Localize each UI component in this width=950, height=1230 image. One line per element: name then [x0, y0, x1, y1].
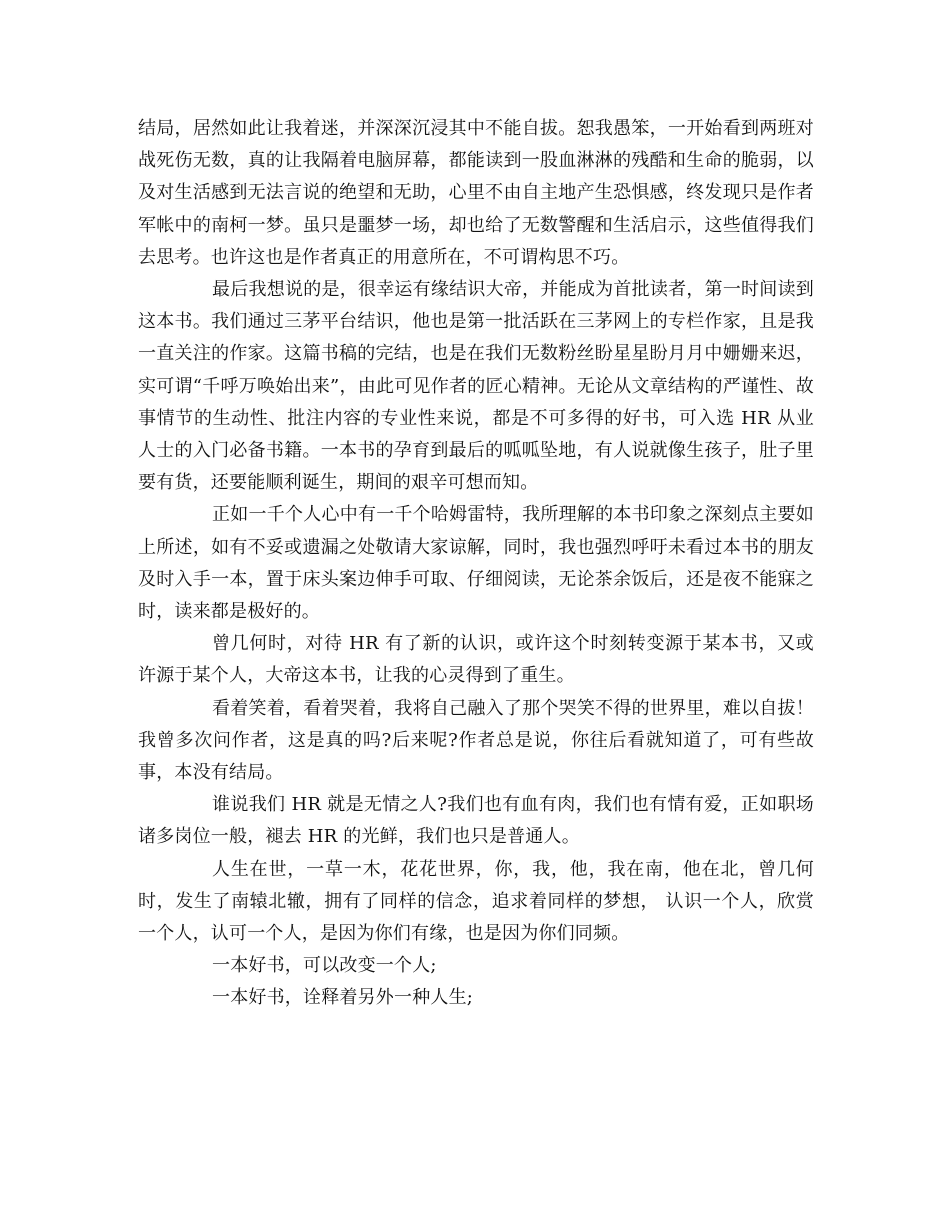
paragraph: 曾几何时，对待 HR 有了新的认识，或许这个时刻转变源于某本书，又或许源于某个人，大帝这本书，让我的心灵得到了重生。 [138, 633, 814, 687]
paragraph: 正如一千个人心中有一千个哈姆雷特，我所理解的本书印象之深刻点主要如上所述，如有不妥或遗漏之处敬请大家谅解，同时，我也强烈呼吁未看过本书的朋友及时入手一本，置于床头案边伸手可取、仔细阅读，无论茶余饭后，还是夜不能寐之时，读来都是极好的。 [138, 504, 814, 623]
paragraph: 一本好书，诠释着另外一种人生; [212, 987, 474, 1009]
paragraph: 一本好书，可以改变一个人; [212, 955, 437, 977]
paragraph-continued: 结局，居然如此让我着迷，并深深沉浸其中不能自拔。恕我愚笨，一开始看到两班对战死伤无数，真的让我隔着电脑屏幕，都能读到一股血淋淋的残酷和生命的脆弱，以及对生活感到无法言说的绝望和无助，心里不由自主地产生恐惧感，终发现只是作者军帐中的南柯一梦。虽只是噩梦一场，却也给了无数警醒和生活启示，这些值得我们去思考。也许这也是作者真正的用意所在，不可谓构思不巧。 [138, 118, 814, 268]
paragraph: 看着笑着，看着哭着，我将自己融入了那个哭笑不得的世界里，难以自拔！我曾多次问作者，这是真的吗?后来呢?作者总是说，你往后看就知道了，可有些故事，本没有结局。 [138, 697, 814, 784]
paragraph: 最后我想说的是，很幸运有缘结识大帝，并能成为首批读者，第一时间读到这本书。我们通过三茅平台结识，他也是第一批活跃在三茅网上的专栏作家，且是我一直关注的作家。这篇书稿的完结，也是在我们无数粉丝盼星星盼月月中姗姗来迟，实可谓“千呼万唤始出来”，由此可见作者的匠心精神。无论从文章结构的严谨性、故事情节的生动性、批注内容的专业性来说，都是不可多得的好书，可入选 HR 从业人士的入门必备书籍。一本书的孕育到最后的呱呱坠地，有人说就像生孩子，肚子里要有货，还要能顺利诞生，期间的艰辛可想而知。 [138, 279, 814, 494]
document-body [138, 113, 814, 1015]
paragraph: 谁说我们 HR 就是无情之人?我们也有血有肉，我们也有情有爱，正如职场诸多岗位一般，褪去 HR 的光鲜，我们也只是普通人。 [138, 794, 814, 848]
paragraph: 人生在世，一草一木，花花世界，你，我，他，我在南，他在北，曾几何时，发生了南辕北辙，拥有了同样的信念，追求着同样的梦想， 认识一个人，欣赏一个人，认可一个人，是因为你们有缘，也是因为你们同频。 [138, 858, 814, 945]
